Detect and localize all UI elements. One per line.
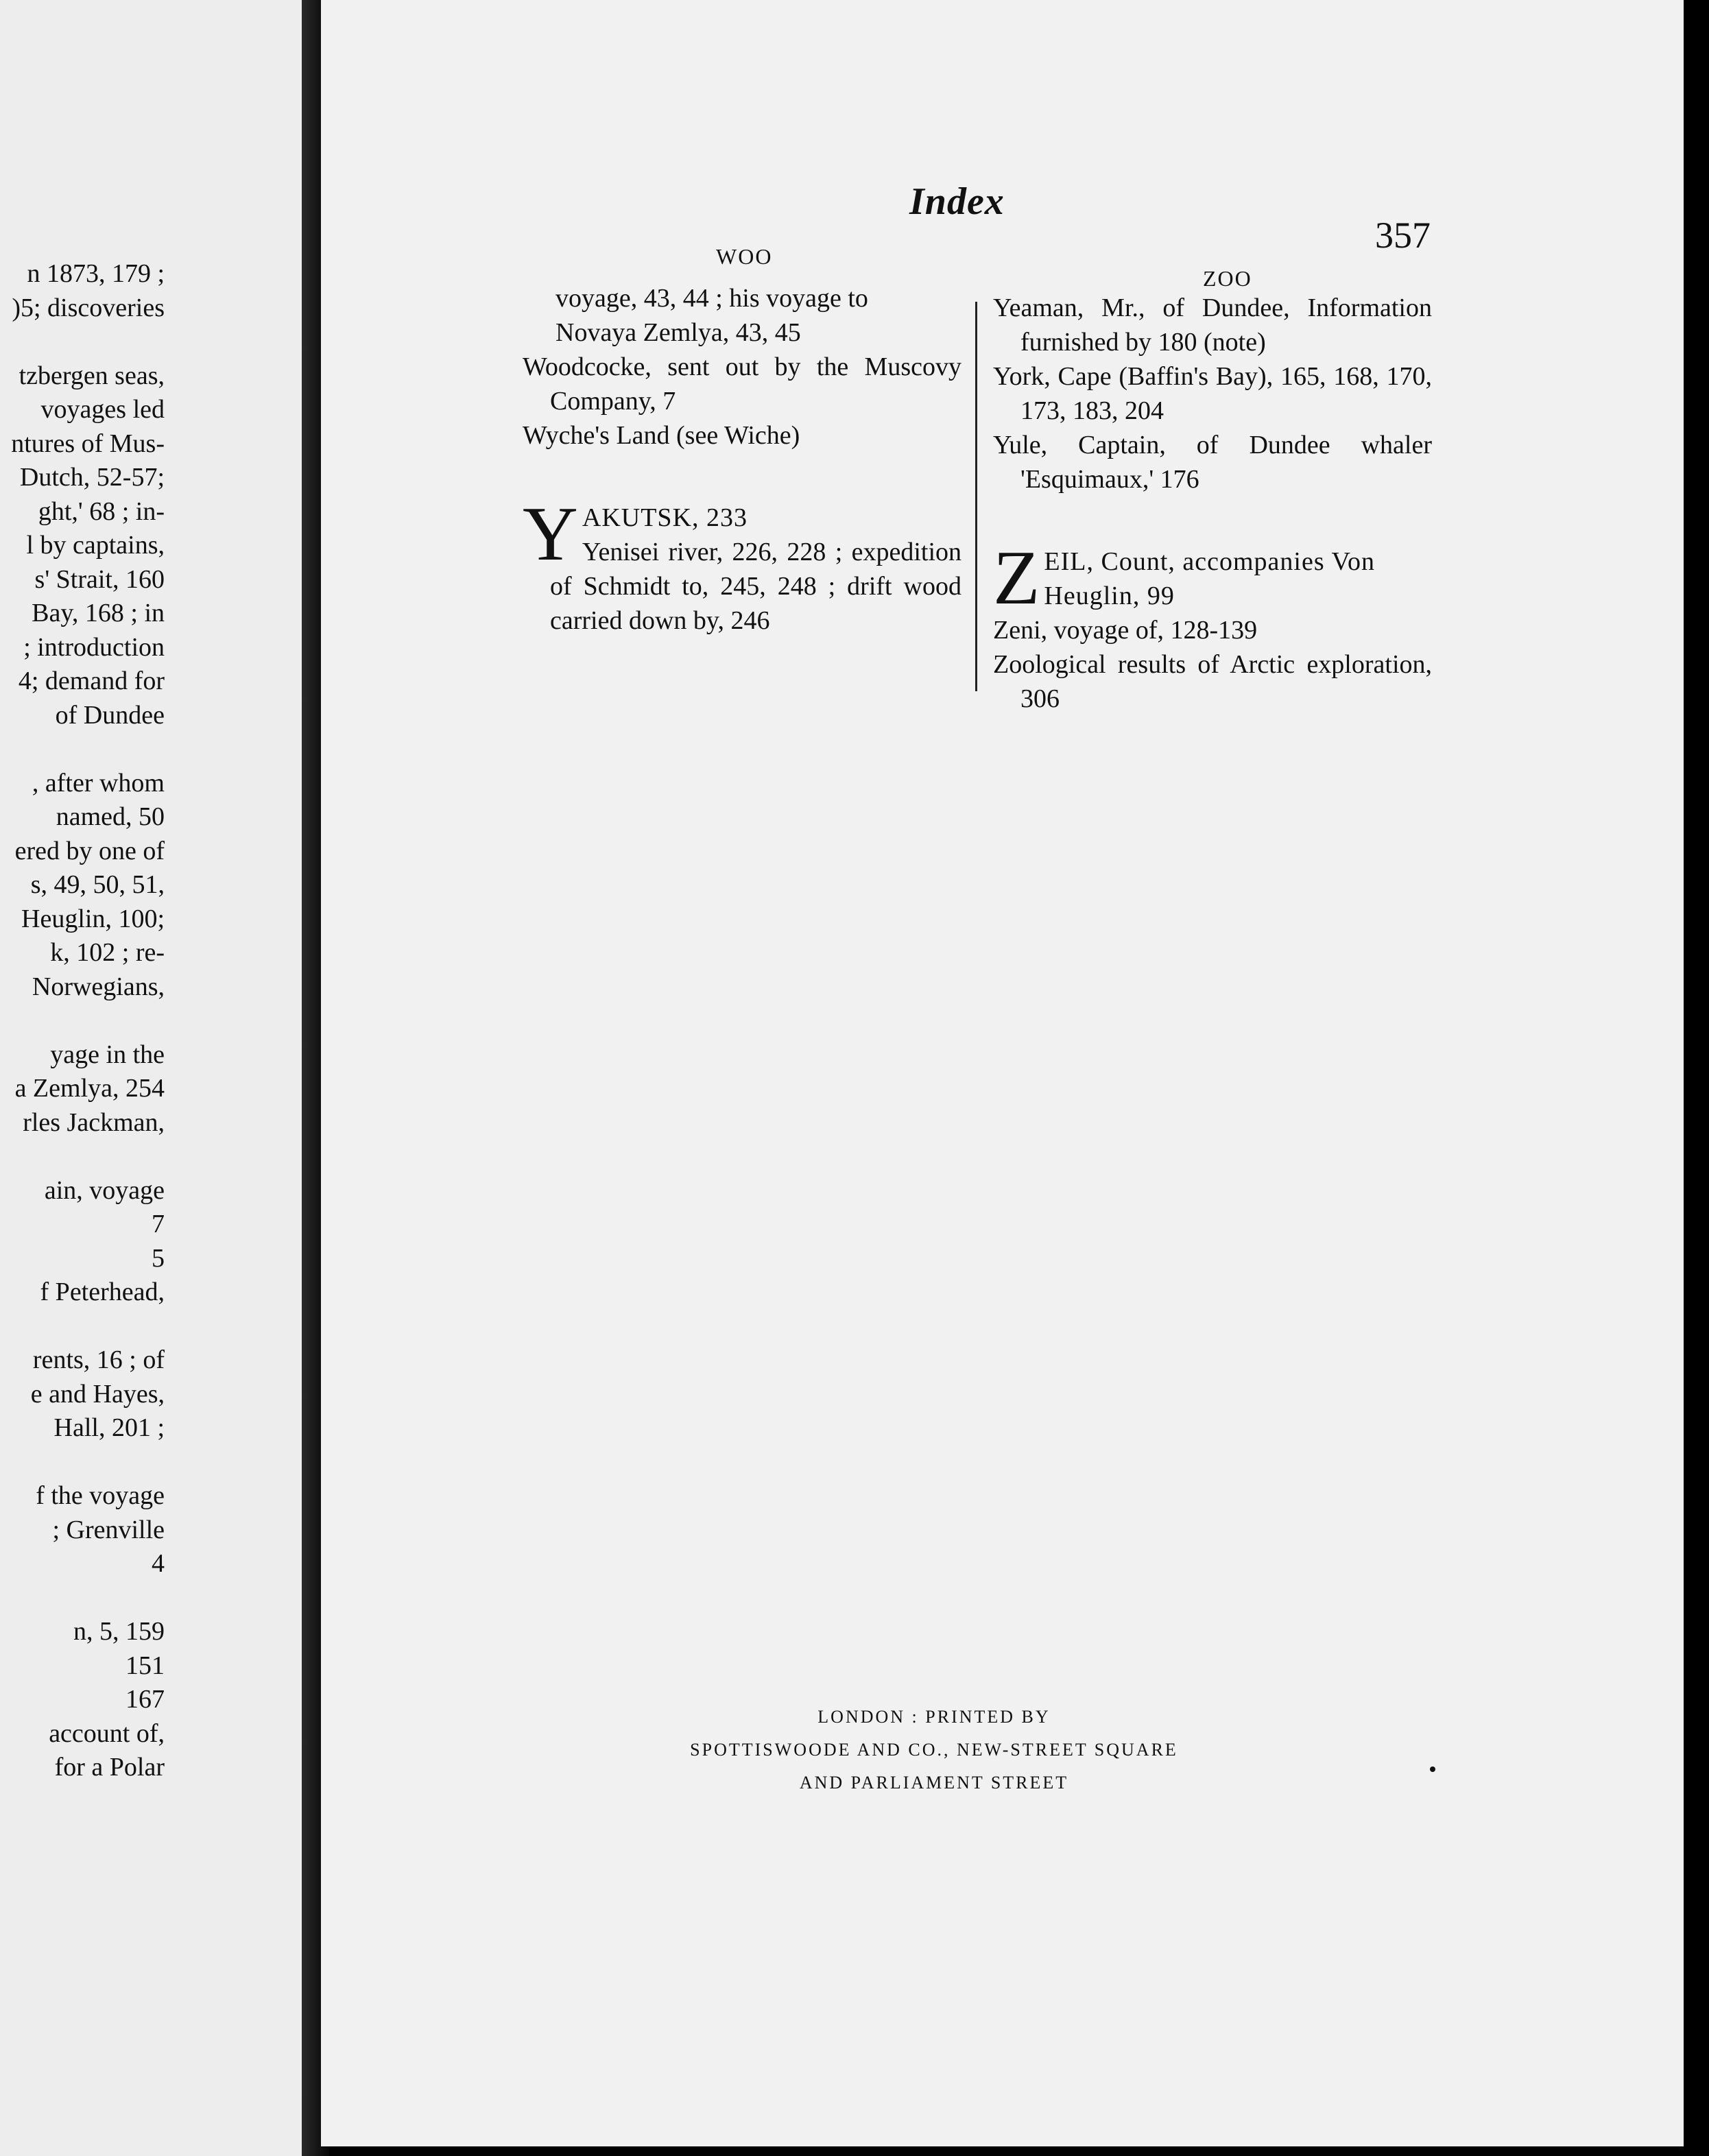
previous-page-line: s' Strait, 160 <box>34 564 165 594</box>
previous-page-line: yage in the <box>50 1040 165 1069</box>
previous-page-line: )5; discoveries <box>12 293 165 322</box>
previous-page-line: ered by one of <box>14 836 165 865</box>
page-number: 357 <box>1375 215 1431 256</box>
previous-page-line: , after whom <box>32 768 165 798</box>
previous-page-line: e and Hayes, <box>30 1379 165 1409</box>
previous-page-line: 4; demand for <box>18 667 165 695</box>
ink-speck <box>1430 1766 1435 1772</box>
previous-page-line: ; introduction <box>23 632 165 662</box>
previous-page-line: l by captains, <box>26 531 165 560</box>
previous-page-line: tzbergen seas, <box>19 361 165 390</box>
previous-page-line: Hall, 201 ; <box>53 1413 165 1442</box>
previous-page-line: f Peterhead, <box>40 1278 165 1306</box>
previous-page-line: Bay, 168 ; in <box>32 599 165 627</box>
previous-page-line: a Zemlya, 254 <box>14 1074 165 1103</box>
previous-page-line: 5 <box>152 1243 165 1273</box>
printer-imprint <box>660 1701 1208 1799</box>
index-entry: Yule, Captain, of Dundee whaler 'Esquimaux,' 176 <box>993 431 1432 494</box>
index-headword: AKUTSK, 233 <box>582 503 748 532</box>
previous-page-line: n, 5, 159 <box>73 1617 165 1646</box>
previous-page-line: ain, voyage <box>44 1175 165 1205</box>
guide-word-right: ZOO <box>1203 266 1252 291</box>
drop-cap-z: Z <box>993 536 1040 621</box>
index-entry: voyage, 43, 44 ; his voyage to <box>555 284 868 313</box>
column-rule <box>975 302 977 691</box>
index-headword: EIL, Count, accompanies Von Heuglin, 99 <box>1044 547 1375 610</box>
index-column-left <box>523 281 961 638</box>
previous-page-line: 167 <box>126 1685 165 1714</box>
index-entry: Woodcocke, sent out by the Muscovy Company, 7 <box>523 352 961 416</box>
index-entry: Wyche's Land (see Wiche) <box>523 421 800 450</box>
previous-page-line: 7 <box>152 1210 165 1238</box>
previous-page-line: Dutch, 52-57; <box>19 463 165 492</box>
previous-page-line: rles Jackman, <box>23 1107 165 1137</box>
imprint-line: SPOTTISWOODE AND CO., NEW-STREET SQUARE <box>690 1740 1178 1760</box>
index-entry: Yeaman, Mr., of Dundee, Information furnished by 180 (note) <box>993 294 1432 357</box>
previous-page-line: 151 <box>126 1651 165 1680</box>
letter-section-y <box>523 492 961 638</box>
index-column-right <box>993 291 1432 716</box>
previous-page-line: Heuglin, 100; <box>21 904 165 933</box>
previous-page-line: of Dundee <box>55 700 165 730</box>
previous-page-line: Norwegians, <box>32 972 165 1001</box>
previous-page-line: ntures of Mus- <box>11 429 165 458</box>
index-entry: Yenisei river, 226, 228 ; expedition of Schmidt to, 245, 248 ; drift wood carried down by, 246 <box>550 538 961 635</box>
previous-page-line: f the voyage <box>36 1481 165 1510</box>
previous-page-line: rents, 16 ; of <box>32 1345 165 1374</box>
previous-page-line: account of, <box>49 1718 165 1748</box>
running-head: Index <box>909 180 1005 223</box>
index-entry: Novaya Zemlya, 43, 45 <box>555 318 801 347</box>
index-entry: Zeni, voyage of, 128-139 <box>993 616 1258 645</box>
previous-page-line: k, 102 ; re- <box>50 938 165 967</box>
previous-page-line: named, 50 <box>56 802 165 831</box>
imprint-line: AND PARLIAMENT STREET <box>799 1773 1069 1793</box>
imprint-line: LONDON : PRINTED BY <box>817 1707 1051 1727</box>
previous-page <box>0 0 302 2156</box>
letter-section-z <box>993 536 1432 716</box>
drop-cap-y: Y <box>523 492 578 577</box>
previous-page-line: voyages led <box>40 395 165 424</box>
guide-word-left: WOO <box>716 244 773 269</box>
previous-page-line: for a Polar <box>54 1753 165 1782</box>
previous-page-line: 4 <box>152 1549 165 1578</box>
previous-page-line: n 1873, 179 ; <box>27 259 165 288</box>
index-entry: Zoological results of Arctic exploration, 306 <box>993 650 1432 713</box>
index-entry: York, Cape (Baffin's Bay), 165, 168, 170, 173, 183, 204 <box>993 362 1432 425</box>
previous-page-line: ; Grenville <box>52 1515 165 1544</box>
previous-page-line: ght,' 68 ; in- <box>38 496 165 526</box>
page-edge <box>1684 0 1709 2156</box>
previous-page-line: s, 49, 50, 51, <box>30 870 165 899</box>
